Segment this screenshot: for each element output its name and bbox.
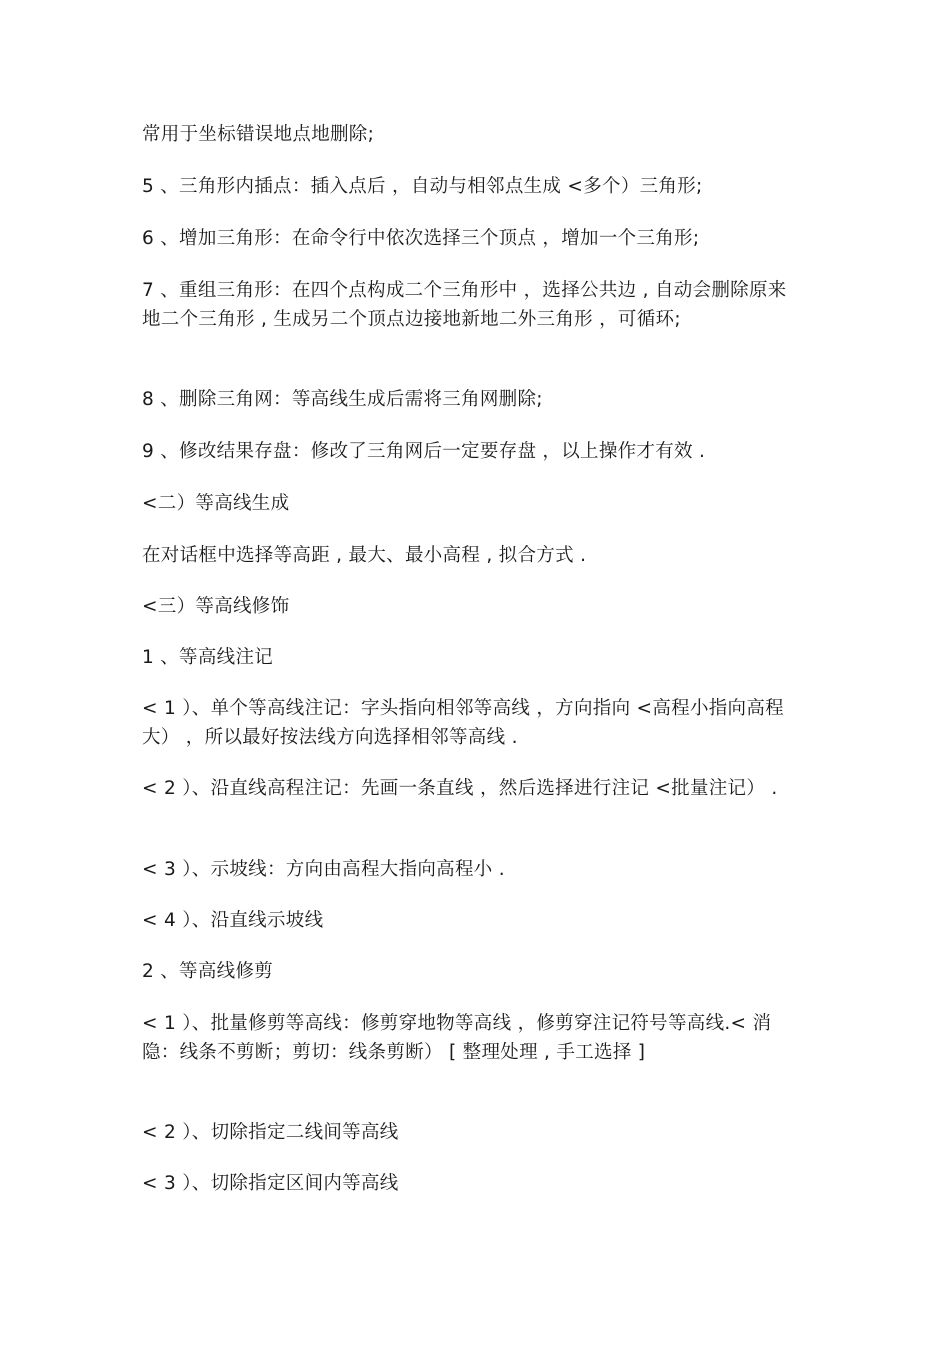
section-3-heading: <三）等高线修饰 [142, 596, 290, 617]
section-2-heading: <二）等高线生成 [142, 493, 290, 514]
subitem-3-slope-line: < 3 ）、示坡线：方向由高程大指向高程小 . [142, 859, 505, 880]
item-8-delete-tin: 8 、删除三角网：等高线生成后需将三角网删除; [142, 389, 543, 410]
item-6-add-triangle: 6 、增加三角形：在命令行中依次选择三个顶点 ，增加一个三角形; [142, 228, 700, 249]
trim-subitem-1-batch: < 1 ）、批量修剪等高线：修剪穿地物等高线 ，修剪穿注记符号等高线.< 消隐：线条不剪断；剪切：线条剪断） [ 整理处理 , 手工选择 ] [142, 1013, 772, 1063]
subsection-1-heading: 1 、等高线注记 [142, 647, 274, 668]
subitem-1-single-label: < 1 ）、单个等高线注记：字头指向相邻等高线 ，方向指向 <高程小指向高程大） ，所以最好按法线方向选择相邻等高线 . [142, 698, 784, 748]
subsection-2-heading: 2 、等高线修剪 [142, 961, 274, 982]
item-5-insert-point: 5 、三角形内插点：插入点后 ，自动与相邻点生成 <多个）三角形; [142, 176, 703, 197]
text-line-delete-wrong-points: 常用于坐标错误地点地删除; [142, 124, 375, 145]
section-2-text: 在对话框中选择等高距 , 最大、最小高程 , 拟合方式 . [142, 545, 587, 566]
subitem-4-line-slope: < 4 ）、沿直线示坡线 [142, 910, 324, 931]
item-9-save-result: 9 、修改结果存盘：修改了三角网后一定要存盘 ，以上操作才有效 . [142, 441, 706, 462]
subitem-2-line-label: < 2 ）、沿直线高程注记：先画一条直线 ，然后选择进行注记 <批量注记） . [142, 778, 778, 799]
trim-subitem-2-between-lines: < 2 ）、切除指定二线间等高线 [142, 1122, 399, 1143]
trim-subitem-3-in-range: < 3 ）、切除指定区间内等高线 [142, 1173, 399, 1194]
item-7-regroup-triangle: 7 、重组三角形：在四个点构成二个三角形中 ，选择公共边 , 自动会删除原来地二个三角形 , 生成另二个顶点边接地新地二外三角形 ，可循环; [142, 280, 787, 330]
